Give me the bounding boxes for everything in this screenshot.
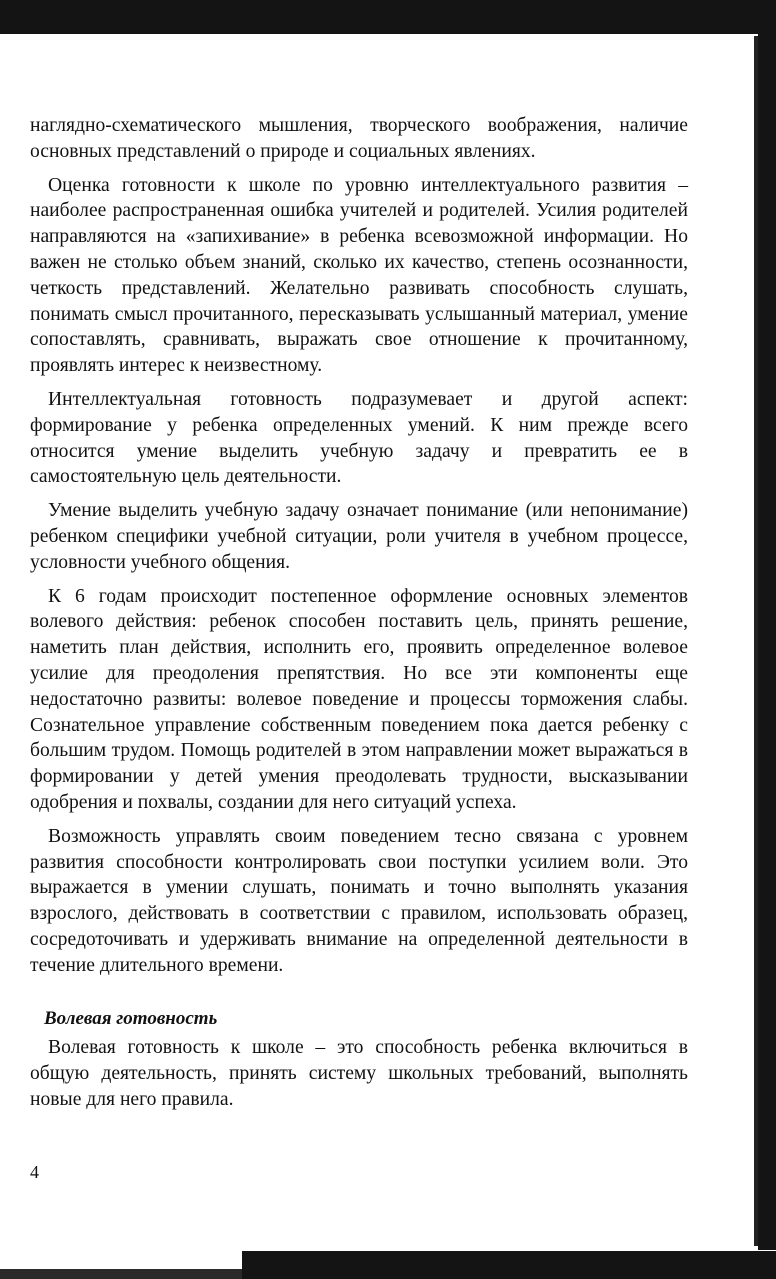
paragraph-behavior-control: Возможность управлять своим поведением тесно связана с уровнем развития способности контролировать свои поступки усилием воли. Это выражается в умении слушать, понимать и точно выполнять указания взрослого, действовать в соответствии с правилом, использовать образец, сосредоточивать и удерживать внимание на определенной деятельности в течение длительного времени.: [30, 825, 688, 976]
paragraph-continuation: наглядно-схематического мышления, творческого воображения, наличие основных представлений о природе и социальных явлениях.: [30, 115, 688, 162]
paragraph-volitional-readiness: Волевая готовность к школе – это способность ребенка включиться в общую деятельность, принять систему школьных требований, выполнять новые для него правила.: [30, 1037, 688, 1110]
scan-border-bottom-left: [0, 1269, 242, 1279]
scan-border-right-inner: [754, 36, 758, 1246]
paragraph-intellectual-readiness: Интеллектуальная готовность подразумевает и другой аспект: формирование у ребенка определенных умений. К ним прежде всего относится умение выделить учебную задачу и превратить ее в самостоятельную цель деятельности.: [30, 388, 688, 488]
section-heading: Волевая готовность: [44, 1007, 218, 1029]
scan-border-right: [758, 30, 776, 1250]
page-number: 4: [30, 1162, 39, 1182]
page-body: [30, 113, 688, 1121]
paragraph-intellectual-assessment: Оценка готовности к школе по уровню интеллектуального развития – наиболее распространенная ошибка учителей и родителей. Усилия родителей направляются на «запихивание» в ребенка всевозможной информации. Но важен не столько объем знаний, сколько их качество, степень осознанности, четкость представлений. Желательно развивать способность слушать, понимать смысл прочитанного, пересказывать услышанный материал, умение сопоставлять, сравнивать, выражать свое отношение к прочитанному, проявлять интерес к неизвестному.: [30, 174, 688, 377]
paragraph-learning-task: Умение выделить учебную задачу означает понимание (или непонимание) ребенком специфики учебной ситуации, роли учителя в учебном процессе, условности учебного общения.: [30, 500, 688, 573]
paragraph-volitional-elements: К 6 годам происходит постепенное оформление основных элементов волевого действия: ребенок способен поставить цель, принять решение, наметить план действия, исполнить его, проявить определенное волевое усилие для преодоления препятствия. Но все эти компоненты еще недостаточно развиты: волевое поведение и процессы торможения слабы. Сознательное управление собственным поведением пока дается ребенку с большим трудом. Помощь родителей в этом направлении может выражаться в формировании у детей умения преодолевать трудности, высказывании одобрения и похвалы, создании для него ситуаций успеха.: [30, 585, 688, 813]
scan-border-top: [0, 0, 776, 34]
scan-border-bottom: [242, 1251, 776, 1279]
